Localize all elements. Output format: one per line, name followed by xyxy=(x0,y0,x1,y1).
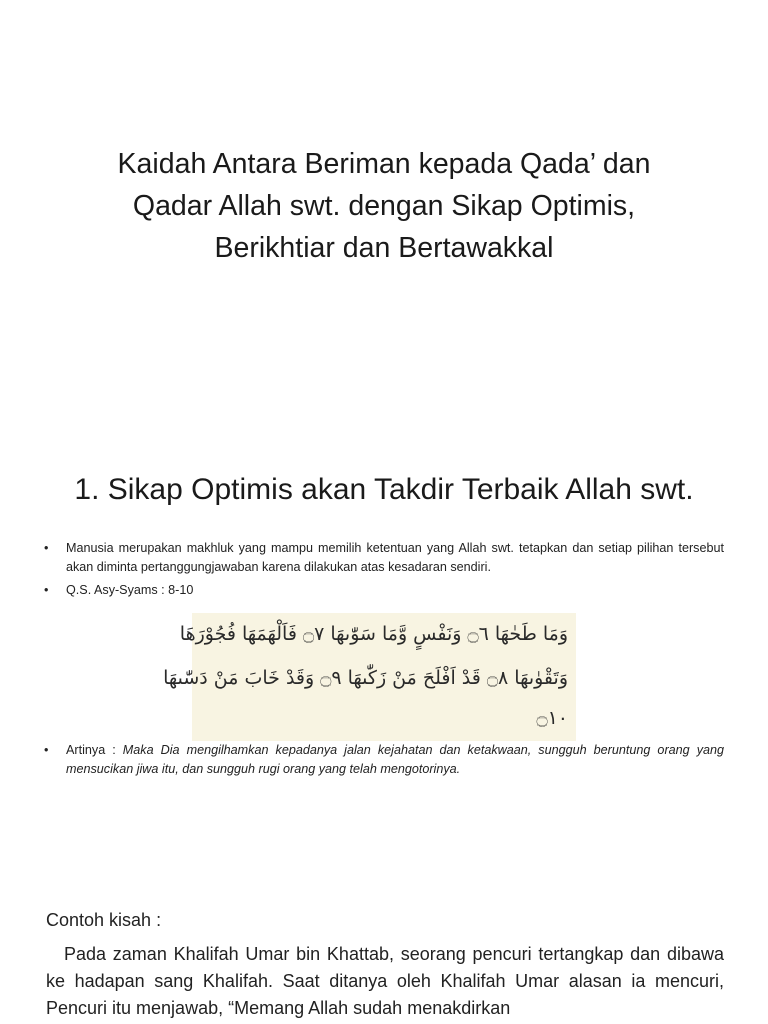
bullet-icon: • xyxy=(44,743,49,757)
bullet-text: Manusia merupakan makhluk yang mampu memilih ketentuan yang Allah swt. tetapkan dan setiap pilihan tersebut akan diminta pertanggungjawaban karena dilakukan atas kesadaran sendiri. xyxy=(66,541,724,574)
slide-title xyxy=(40,143,728,269)
title-line-2: Qadar Allah swt. dengan Sikap Optimis, xyxy=(132,190,636,222)
bullet-item-translation xyxy=(44,741,724,779)
story-label: Contoh kisah : xyxy=(46,910,162,930)
verse-line-2: وَتَقْوٰىهَا ۝٨ قَدْ اَفْلَحَ مَنْ زَكّٰىهَا ۝٩ وَقَدْ خَابَ مَنْ دَسّٰىهَا xyxy=(163,667,568,689)
bullet-item-surah-reference xyxy=(44,581,724,600)
bullet-icon: • xyxy=(44,583,49,597)
translation-text: Maka Dia mengilhamkan kepadanya jalan kejahatan dan ketakwaan, sungguh beruntung orang yang mensucikan jiwa itu, dan sungguh rugi orang yang telah mengotorinya. xyxy=(66,743,724,776)
title-line-1: Kaidah Antara Beriman kepada Qada’ dan xyxy=(117,148,651,180)
bullet-text: Q.S. Asy-Syams : 8-10 xyxy=(66,583,194,597)
verse-line-3: ۝١٠ xyxy=(536,707,568,729)
title-line-3: Berikhtiar dan Bertawakkal xyxy=(214,232,554,264)
story-paragraph: Pada zaman Khalifah Umar bin Khattab, seorang pencuri tertangkap dan dibawa ke hadapan sang Khalifah. Saat ditanya oleh Khalifah Umar alasan ia mencuri, Pencuri itu menjawab, “Memang Allah sudah menakdirkan xyxy=(46,944,724,1018)
translation-label: Artinya : xyxy=(66,743,123,757)
bullet-text xyxy=(66,741,724,779)
bullet-item-manusia xyxy=(44,539,724,577)
quran-verse-image xyxy=(163,613,576,741)
verse-line-1: وَمَا طَحٰهَا ۝٦ وَنَفْسٍ وَّمَا سَوّٰىهَا ۝٧ فَاَلْهَمَهَا فُجُوْرَهَا xyxy=(179,623,568,645)
bullet-icon: • xyxy=(44,541,49,555)
section-heading: 1. Sikap Optimis akan Takdir Terbaik Allah swt. xyxy=(74,473,694,506)
